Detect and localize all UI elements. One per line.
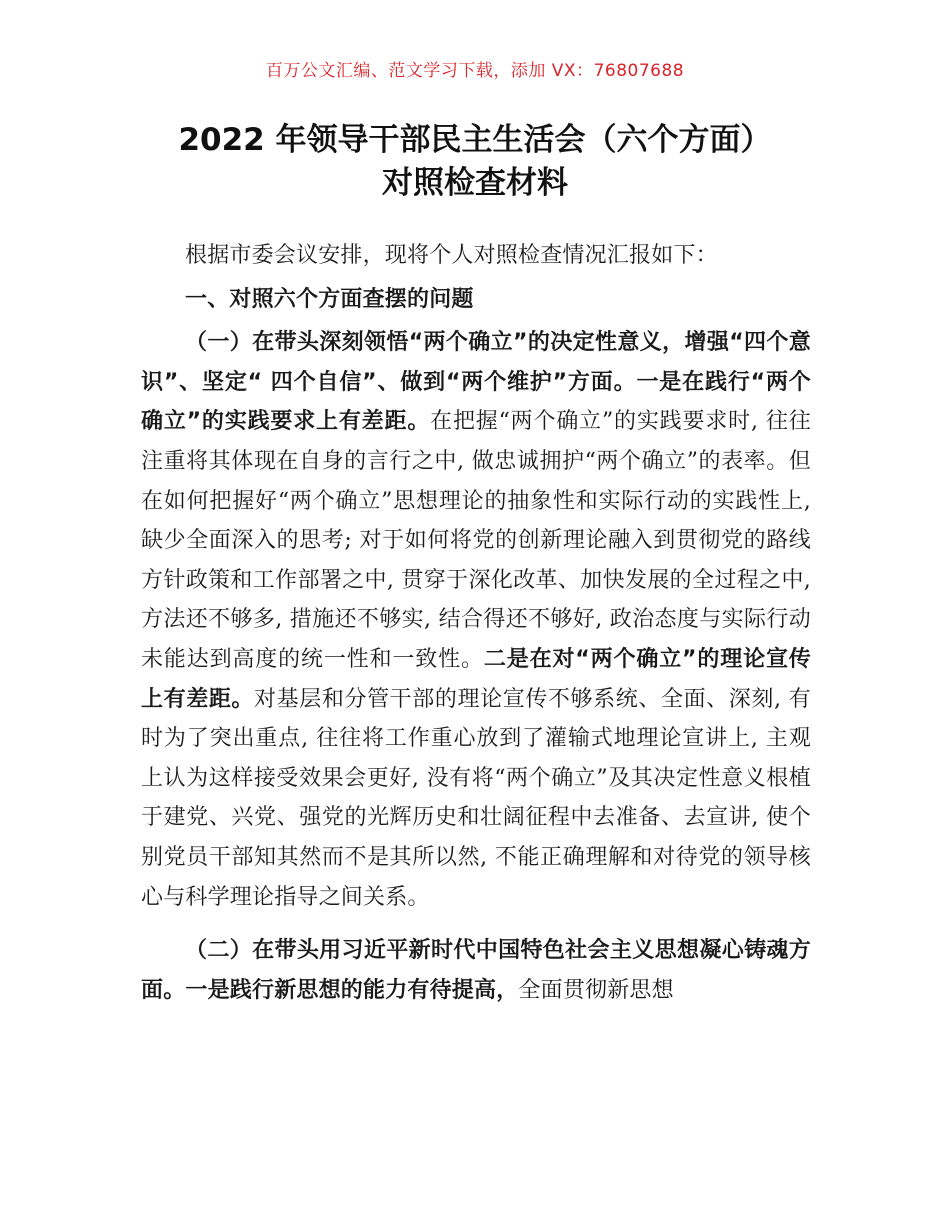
item1-paragraph [141,323,811,917]
document-body [141,236,811,1010]
item2-paragraph [141,931,811,1010]
item1-point2-lead: 二是在对“两个确立”的理论宣传上有差距。 [141,646,811,712]
item1-heading: （一）在带头深刻领悟“两个确立”的决定性意义，增强“四个意识”、坚定“ 四个自信”、做到“两个维护”方面。 [141,330,811,395]
watermark-banner: 百万公文汇编、范文学习下载，添加 VX：76807688 [265,61,685,81]
item2-heading: （二）在带头用习近平新时代中国特色社会主义思想凝心铸魂方面。 [141,938,811,1003]
item1-point2-text: 对基层和分管干部的理论宣传不够系统、全面、深刻, 有时为了突出重点, 往往将工作重心放到了灌输式地理论宣讲上, 主观上认为这样接受效果会更好, 没有将“两个确立”及其决定性意义根植于建党、兴党、强党的光辉历史和壮阔征程中去准备、去宣讲, 使个别党员干部知其然而不是其所以然, 不能正确理解和对待党的领导核心与科学理论指导之间关系。 [141,686,811,910]
item2-point1-lead: 一是践行新思想的能力有待提高， [185,977,519,1003]
item2-point1-text: 全面贯彻新思想 [518,977,674,1003]
document-title-line2: 对照检查材料 [382,165,568,201]
intro-paragraph: 根据市委会议安排，现将个人对照检查情况汇报如下： [185,243,718,268]
section-heading-text: 一、对照六个方面查摆的问题 [185,286,474,312]
item1-point1-lead: 一是在践行“两个确立”的实践要求上有差距。 [141,369,812,435]
item1-point1-text: 在把握“两个确立”的实践要求时, 往往注重将其体现在自身的言行之中, 做忠诚拥护“两个确立”的表率。但在如何把握好“两个确立”思想理论的抽象性和实际行动的实践性上, 缺少全面深入的思考; 对于如何将党的创新理论融入到贯彻党的路线方针政策和工作部署之中, 贯穿于深化改革、加快发展的全过程之中, 方法还不够多, 措施还不够实, 结合得还不够好, 政治态度与实际行动未能达到高度的统一性和一致性。 [141,409,811,672]
section-heading [141,280,811,320]
document-title-line1: 2022 年领导干部民主生活会（六个方面） [178,122,772,158]
